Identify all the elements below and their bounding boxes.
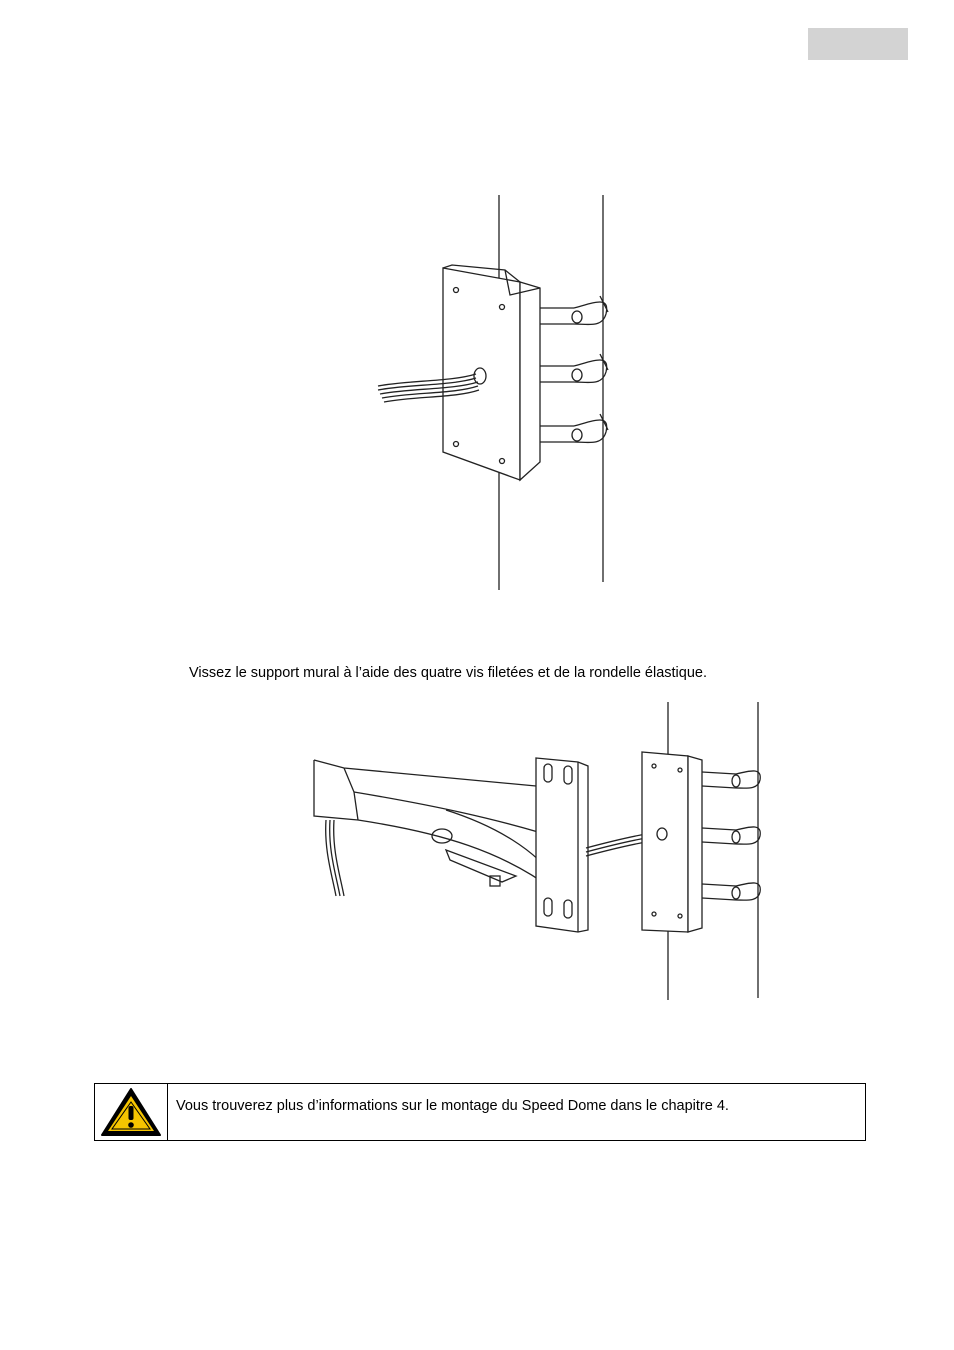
note-text: Vous trouverez plus d’informations sur le montage du Speed Dome dans le chapitre 4. [176, 1098, 729, 1114]
wall-bracket-to-pole-assembly-illustration [296, 700, 776, 1005]
note-icon-cell [95, 1084, 168, 1140]
pole-mount-bracket-illustration [360, 190, 640, 595]
instruction-caption: Vissez le support mural à l’aide des quatre vis filetées et de la rondelle élastique. [189, 665, 707, 681]
info-note [94, 1083, 866, 1141]
warning-triangle-icon [99, 1086, 163, 1138]
language-tab [808, 28, 908, 60]
pole-mount-figure [360, 190, 640, 595]
wall-bracket-figure [296, 700, 776, 1005]
